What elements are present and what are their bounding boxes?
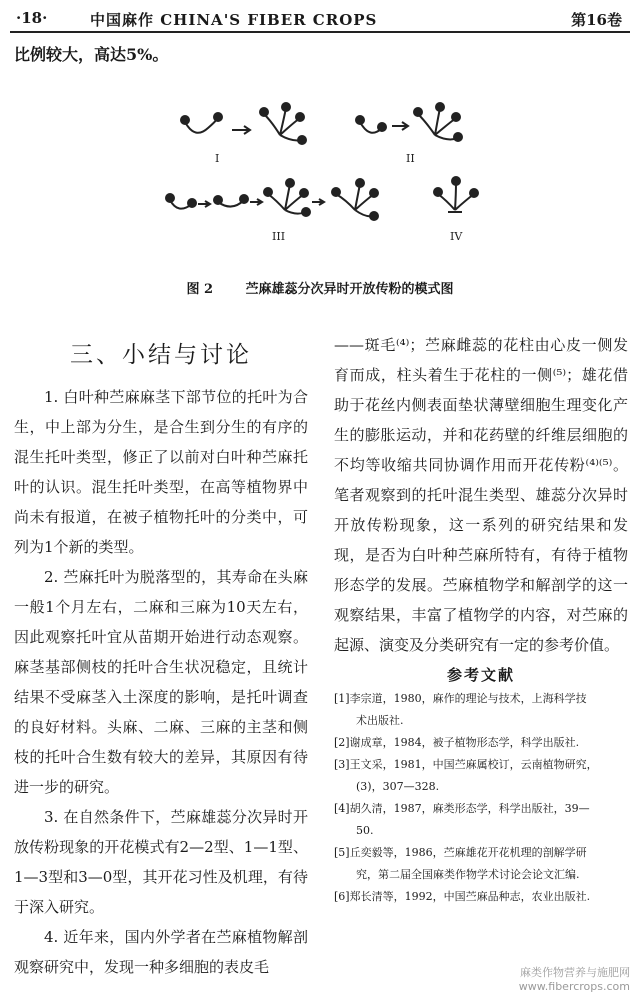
figure-label-1: I [215,152,220,165]
running-header [10,6,630,32]
left-column [14,330,308,982]
reference-item: [6]郑长清等，1992，中国苎麻品种志，农业出版社. [334,890,591,903]
watermark-url: www.fibercrops.com [518,980,630,993]
references-list [334,688,628,908]
arrow-icon [392,122,408,130]
figure-caption-text: 苎麻雄蕊分次异时开放传粉的模式图 [245,282,454,297]
section-title: 三、小结与讨论 [70,342,252,368]
figure-caption-number: 图 2 [186,282,214,297]
flower-diagram [160,100,500,260]
header-rule [10,31,630,33]
anther-dot [214,113,222,121]
page-number: ·18· [16,9,48,27]
stamen-curve [418,108,458,139]
carryover-text: 比例较大，高达5%。 [14,45,169,64]
figure-label-3: III [272,230,286,243]
arrow-icon [232,126,250,134]
reference-item: [5]丘奕毅等，1986，苎麻雄花开花机理的剖解学研 究，第二届全国麻类作物学术讨论会论文汇编. [334,846,587,881]
arrow-icon [198,201,210,207]
stamen-curve [268,184,306,214]
journal-title: 中国麻作 CHINA'S FIBER CROPS [90,11,378,29]
anther-dot [181,116,189,124]
stamen-pollination-diagram [160,100,500,260]
stamen-curve [336,184,374,216]
stamen-curve [438,182,474,210]
figure-label-2: II [406,152,415,165]
paragraph-4-continued: ——斑毛⁽⁴⁾；苎麻雌蕊的花柱由心皮一侧发育而成，柱头着生于花柱的一侧⁽⁵⁾；雄花借助于花丝内侧表面垫状薄壁细胞生理变化产生的膨胀运动，并和花药壁的纤维层细胞的不均等收缩共同协调作用而开花传粉⁽⁴⁾⁽⁵⁾。笔者观察到的托叶混生类型、雄蕊分次异时开放传粉现象，这一系列的研究结果和发现，是否为白叶种苎麻所特有，有待于植物形态学的发展。苎麻植物学和解剖学的这一观察结果，丰富了植物学的内容，对苎麻的起源、演变及分类研究有一定的参考价值。 [334,336,628,654]
arrow-icon [312,199,324,205]
arrow-icon [250,199,262,205]
reference-item: [1]李宗道，1980，麻作的理论与技术，上海科学技 术出版社. [334,692,587,727]
paragraph-3: 3. 在自然条件下，苎麻雄蕊分次异时开放传粉现象的开花模式有2—2型、1—1型、1—3型和3—0型，其开花习性及机理，有待于深入研究。 [14,808,308,916]
paragraph-1: 1. 白叶种苎麻麻茎下部节位的托叶为合生，中上部为分生，是合生到分生的有序的混生托叶类型，修正了以前对白叶种苎麻托叶的认识。混生托叶类型，在高等植物界中尚未有报道，在被子植物托叶的分类中，可列为1个新的类型。 [14,388,308,556]
figure-label-4: IV [450,230,463,243]
right-column [334,330,628,908]
stamen-curve [264,108,302,140]
volume-number: 第16卷 [571,11,622,29]
references-title: 参考文献 [446,666,515,684]
reference-item: [3]王文采，1981，中国苎麻属校订，云南植物研究， (3)，307—328. [334,758,598,793]
paragraph-4: 4. 近年来，国内外学者在苎麻植物解剖观察研究中，发现一种多细胞的表皮毛 [14,928,308,976]
watermark [519,966,630,994]
paragraph-2: 2. 苎麻托叶为脱落型的，其寿命在头麻一般1个月左右，二麻和三麻为10天左右，因此观察托叶宜从苗期开始进行动态观察。麻茎基部侧枝的托叶合生状况稳定，且统计结果不受麻茎入土深度的影响，是托叶调查的良好材料。头麻、二麻、三麻的主茎和侧枝的托叶合生数有较大的差异，其原因有待进一步的研究。 [14,568,308,796]
figure-caption [0,278,640,297]
reference-item: [2]谢成章，1984，被子植物形态学，科学出版社. [334,736,580,749]
reference-item: [4]胡久清，1987，麻类形态学，科学出版社，39— 50. [334,802,590,837]
watermark-site-name: 麻类作物营养与施肥网 [520,966,630,979]
